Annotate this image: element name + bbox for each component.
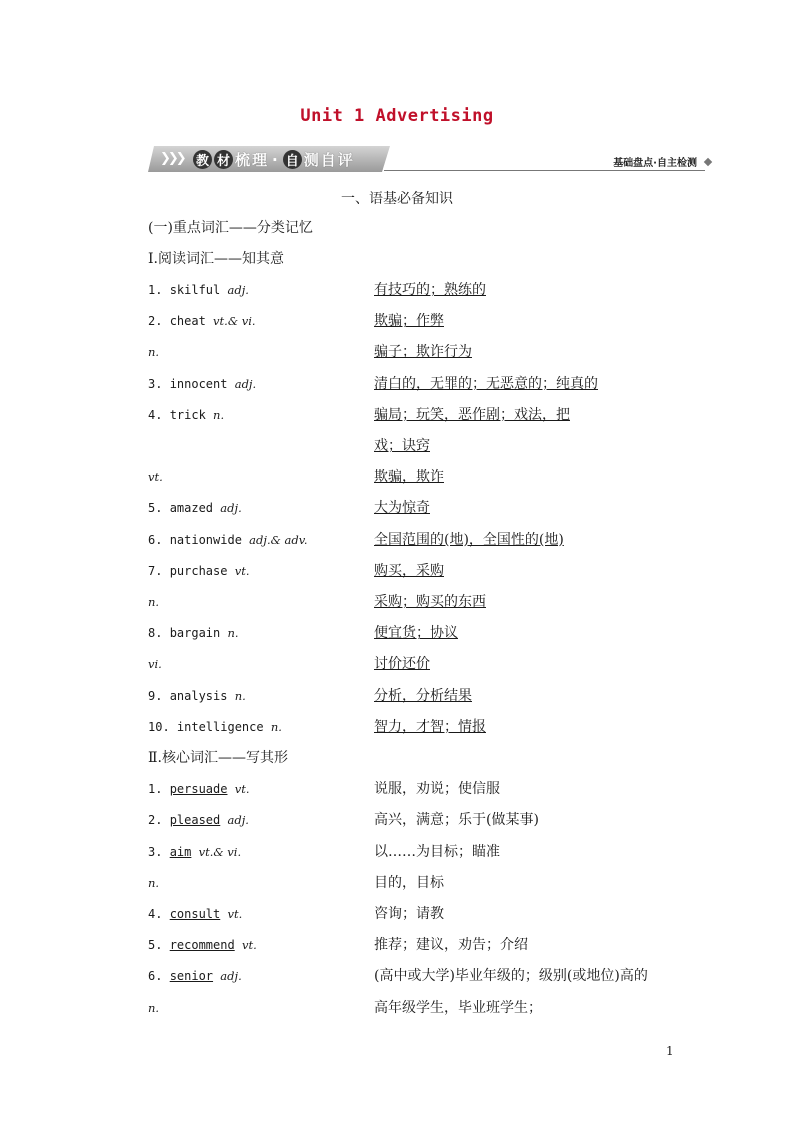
part1-heading: Ⅰ.阅读词汇——知其意 (148, 251, 284, 267)
vocab-row (0, 404, 794, 426)
banner-divider (384, 170, 705, 171)
vocab-number: 3. (148, 844, 170, 859)
spacer (227, 564, 234, 578)
vocab-meaning: 欺骗，欺诈 (374, 469, 444, 486)
vocab-term (148, 341, 159, 363)
spacer (227, 689, 234, 703)
vocab-word: cheat (169, 314, 206, 329)
vocab-row (0, 622, 794, 644)
vocab-term (148, 872, 159, 894)
vocab-row (0, 997, 794, 1019)
vocab-pos: vt. (234, 782, 250, 797)
vocab-row (0, 497, 794, 519)
page-number: 1 (666, 1044, 674, 1058)
vocab-pos: n. (148, 345, 160, 360)
chevron-right-icon: ❯❯❯ (160, 151, 184, 166)
vocab-pos: n. (148, 875, 160, 890)
vocab-pos: vt. (148, 470, 163, 485)
vocab-meaning: 以……为目标；瞄准 (374, 843, 500, 860)
vocab-pos: vt.& vi. (213, 314, 256, 329)
vocab-term (148, 778, 250, 800)
vocab-number: 9. (148, 688, 170, 703)
spacer (206, 408, 213, 422)
vocab-pos: vi. (148, 657, 162, 672)
banner-subtitle: 基础盘点·自主检测 (613, 158, 697, 169)
banner-char: 自 (283, 150, 302, 169)
vocab-word: consult (169, 907, 221, 921)
vocab-word: trick (169, 407, 206, 422)
vocab-row (0, 809, 794, 831)
vocab-word: innocent (169, 376, 228, 391)
vocab-row (0, 685, 794, 707)
vocab-pos: adj. (220, 969, 242, 984)
spacer (227, 782, 234, 796)
vocab-term (148, 716, 282, 738)
vocab-term (148, 685, 246, 707)
subsection-heading: (一)重点词汇——分类记忆 (148, 220, 313, 236)
vocab-row (0, 934, 794, 956)
vocab-word: skilful (169, 283, 221, 297)
vocab-row (0, 903, 794, 925)
vocab-pos: adj. (227, 813, 249, 828)
diamond-icon (704, 158, 712, 166)
vocab-pos: n. (270, 719, 282, 734)
spacer (220, 813, 227, 827)
vocab-row (0, 310, 794, 332)
vocab-meaning: 戏；诀窍 (374, 438, 430, 454)
vocab-pos: n. (148, 1000, 160, 1015)
vocab-term (148, 934, 257, 956)
vocab-pos: adj.& adv. (249, 532, 308, 547)
vocab-row (0, 529, 794, 551)
vocab-row (0, 653, 794, 675)
vocab-pos: n. (234, 688, 246, 703)
vocab-pos: vt.& vi. (198, 844, 242, 859)
vocab-pos: vt. (234, 563, 250, 578)
vocab-row (0, 778, 794, 800)
banner-char: 评 (337, 151, 353, 169)
vocab-meaning: 骗子；欺诈行为 (374, 344, 472, 361)
vocab-term (148, 653, 162, 675)
vocab-word: purchase (169, 563, 228, 578)
vocab-pos: vt. (241, 938, 257, 953)
vocab-term (148, 373, 256, 395)
spacer (264, 720, 271, 734)
vocab-row (0, 373, 794, 395)
vocab-meaning: 有技巧的；熟练的 (374, 282, 486, 298)
vocab-pos: n. (227, 626, 239, 641)
spacer (220, 626, 227, 640)
vocab-pos: vt. (227, 907, 243, 921)
vocab-meaning: 说服，劝说；使信服 (374, 781, 500, 798)
vocab-word: senior (169, 969, 214, 984)
vocab-row (0, 466, 794, 488)
vocab-number: 2. (148, 813, 170, 828)
spacer (220, 283, 227, 297)
vocab-number: 1. (148, 782, 170, 797)
vocab-meaning: 推荐；建议，劝告；介绍 (374, 937, 528, 954)
banner-char: 测 (303, 151, 319, 169)
vocab-number: 5. (148, 501, 170, 516)
spacer (191, 845, 198, 859)
part2-heading: Ⅱ.核心词汇——写其形 (148, 750, 288, 766)
vocab-term (148, 903, 242, 925)
vocab-meaning: 咨询；请教 (374, 906, 444, 922)
vocab-meaning: 清白的，无罪的；无恶意的；纯真的 (374, 375, 598, 392)
banner-char: · (272, 150, 278, 169)
section-heading: 一、语基必备知识 (341, 191, 453, 207)
vocab-meaning: 高兴，满意；乐于(做某事) (374, 812, 539, 829)
vocab-term (148, 404, 224, 426)
vocab-row (0, 872, 794, 894)
vocab-row (0, 279, 794, 301)
vocab-term (148, 809, 249, 831)
vocab-number: 6. (148, 532, 170, 547)
vocab-row (0, 341, 794, 363)
vocab-term (148, 560, 250, 582)
banner-title (192, 149, 354, 170)
vocab-meaning: 全国范围的(地)，全国性的(地) (374, 531, 564, 548)
vocab-term (148, 466, 163, 488)
vocab-term (148, 622, 239, 644)
vocab-word: aim (169, 844, 192, 859)
vocab-word: pleased (169, 813, 221, 828)
vocab-term (148, 965, 242, 987)
vocab-number: 4. (148, 907, 170, 921)
vocab-word: bargain (169, 626, 221, 641)
vocab-number: 4. (148, 407, 170, 422)
page-title: Unit 1 Advertising (300, 106, 494, 126)
vocab-meaning: 骗局；玩笑，恶作剧；戏法，把 (374, 406, 570, 423)
banner-char: 自 (320, 151, 336, 169)
vocab-term (148, 310, 256, 332)
vocab-meaning: 智力，才智；情报 (374, 718, 486, 735)
vocab-pos: adj. (234, 376, 257, 391)
vocab-meaning: 大为惊奇 (374, 500, 430, 517)
vocab-word: nationwide (169, 532, 242, 547)
vocab-word: intelligence (176, 719, 264, 734)
vocab-pos: adj. (227, 283, 249, 297)
vocab-word: analysis (169, 688, 228, 703)
vocab-row (0, 435, 794, 457)
vocab-meaning: 欺骗；作弊 (374, 313, 444, 330)
banner-char: 材 (214, 150, 233, 169)
vocab-row (0, 841, 794, 863)
vocab-pos: n. (148, 595, 160, 609)
vocab-pos: adj. (220, 501, 242, 516)
spacer (235, 938, 242, 952)
vocab-number: 3. (148, 376, 170, 391)
vocab-meaning: 采购；购买的东西 (374, 594, 486, 610)
vocab-meaning: 目的，目标 (374, 874, 444, 891)
vocab-meaning: 讨价还价 (374, 656, 430, 673)
vocab-pos: n. (213, 407, 225, 422)
vocab-meaning: 便宜货；协议 (374, 625, 458, 642)
spacer (227, 377, 234, 391)
vocab-number: 5. (148, 938, 170, 953)
vocab-number: 7. (148, 563, 170, 578)
vocab-row (0, 560, 794, 582)
vocab-word: recommend (169, 938, 235, 953)
vocab-term (148, 591, 159, 613)
vocab-term (148, 997, 159, 1019)
vocab-meaning: 高年级学生，毕业班学生； (374, 999, 542, 1016)
vocab-number: 2. (148, 314, 170, 329)
banner-char: 教 (193, 150, 212, 169)
banner-char: 梳 (235, 151, 251, 169)
vocab-number: 1. (148, 283, 170, 297)
vocab-meaning: 购买，采购 (374, 562, 444, 579)
vocab-term (148, 529, 308, 551)
vocab-word: persuade (169, 782, 228, 797)
vocab-meaning: (高中或大学)毕业年级的；级别(或地位)高的 (374, 968, 648, 985)
vocab-number: 10. (148, 719, 177, 734)
section-banner (148, 146, 713, 174)
vocab-number: 6. (148, 969, 170, 984)
spacer (220, 907, 227, 921)
vocab-term (148, 279, 249, 301)
vocab-term (148, 497, 242, 519)
spacer (206, 314, 213, 328)
vocab-word: amazed (169, 501, 214, 516)
vocab-term (148, 841, 241, 863)
vocab-row (0, 591, 794, 613)
vocab-row (0, 965, 794, 987)
banner-char: 理 (252, 151, 268, 169)
vocab-meaning: 分析，分析结果 (374, 687, 472, 704)
vocab-number: 8. (148, 626, 170, 641)
vocab-row (0, 716, 794, 738)
